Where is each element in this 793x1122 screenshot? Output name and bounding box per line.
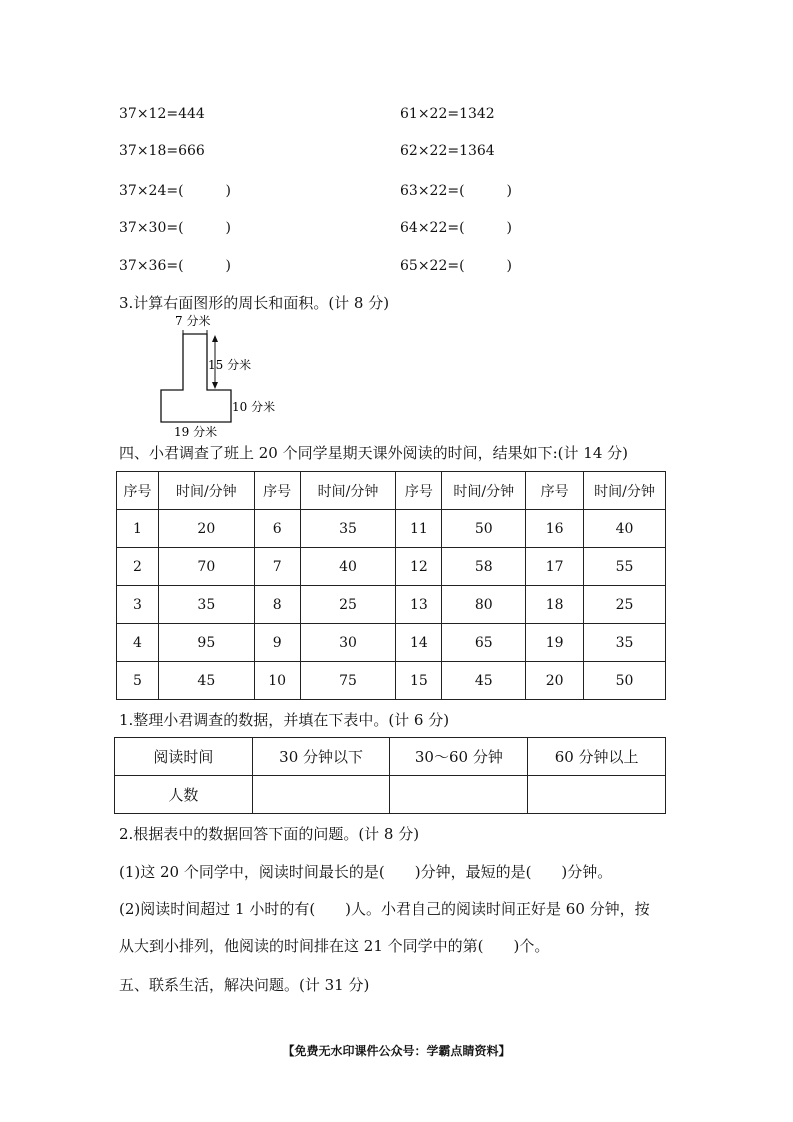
header-cell: 时间/分钟 xyxy=(584,472,666,510)
table-cell: 2 xyxy=(117,548,159,586)
table-cell: 50 xyxy=(442,510,526,548)
table-cell: 20 xyxy=(158,510,254,548)
equation-right-1: 61×22=1342 xyxy=(400,106,495,122)
table-cell: 10 xyxy=(254,662,300,700)
table-cell: 40 xyxy=(584,510,666,548)
equation-right-3: 63×22=( ) xyxy=(400,183,513,199)
table-cell: 3 xyxy=(117,586,159,624)
answer-cell-over-60[interactable] xyxy=(528,776,666,814)
table-cell: 6 xyxy=(254,510,300,548)
table-cell: 45 xyxy=(158,662,254,700)
table-cell: 45 xyxy=(442,662,526,700)
table-cell: 4 xyxy=(117,624,159,662)
section-5-title: 五、联系生活，解决问题。(计 31 分) xyxy=(119,976,370,994)
question-4-2-text: 2.根据表中的数据回答下面的问题。(计 8 分) xyxy=(119,825,420,843)
table-row xyxy=(117,624,666,662)
table-cell: 12 xyxy=(396,548,442,586)
table-cell: 19 xyxy=(526,624,584,662)
header-cell: 序号 xyxy=(254,472,300,510)
table-cell: 95 xyxy=(158,624,254,662)
table-cell: 1 xyxy=(117,510,159,548)
equation-left-5: 37×36=( ) xyxy=(119,258,232,274)
table-cell: 14 xyxy=(396,624,442,662)
table-cell: 30 xyxy=(300,624,396,662)
table-cell: 65 xyxy=(442,624,526,662)
t-shape-outline xyxy=(161,334,231,422)
table-cell: 35 xyxy=(300,510,396,548)
equation-left-1: 37×12=444 xyxy=(119,106,205,122)
header-cell: 60 分钟以上 xyxy=(528,738,666,776)
table-cell: 40 xyxy=(300,548,396,586)
header-cell: 30 分钟以下 xyxy=(252,738,390,776)
table-cell: 15 xyxy=(396,662,442,700)
header-cell: 30～60 分钟 xyxy=(390,738,528,776)
table-cell: 58 xyxy=(442,548,526,586)
table-cell: 5 xyxy=(117,662,159,700)
table-cell: 17 xyxy=(526,548,584,586)
question-4-2-1-text: (1)这 20 个同学中，阅读时间最长的是( )分钟，最短的是( )分钟。 xyxy=(119,863,613,881)
table-cell: 13 xyxy=(396,586,442,624)
table-row xyxy=(117,586,666,624)
table-row xyxy=(117,548,666,586)
table-header-row xyxy=(117,472,666,510)
footer-note: 【免费无水印课件公众号：学霸点睛资料】 xyxy=(282,1044,511,1058)
table-cell: 11 xyxy=(396,510,442,548)
row-label: 人数 xyxy=(115,776,253,814)
header-cell: 阅读时间 xyxy=(115,738,253,776)
table-cell: 35 xyxy=(584,624,666,662)
base-height-label: 10 分米 xyxy=(232,400,276,414)
equation-left-2: 37×18=666 xyxy=(119,143,205,159)
table-cell: 20 xyxy=(526,662,584,700)
stem-height-label: 15 分米 xyxy=(208,358,252,372)
table-cell: 75 xyxy=(300,662,396,700)
table-cell: 70 xyxy=(158,548,254,586)
question-4-2-2-text-line1: (2)阅读时间超过 1 小时的有( )人。小君自己的阅读时间正好是 60 分钟，按 xyxy=(119,900,650,918)
header-cell: 时间/分钟 xyxy=(300,472,396,510)
table-cell: 35 xyxy=(158,586,254,624)
equation-right-4: 64×22=( ) xyxy=(400,220,513,236)
header-cell: 序号 xyxy=(117,472,159,510)
equation-left-3: 37×24=( ) xyxy=(119,183,232,199)
answer-cell-30-60[interactable] xyxy=(390,776,528,814)
top-width-label: 7 分米 xyxy=(175,314,211,328)
table-row xyxy=(117,510,666,548)
reading-summary-table xyxy=(114,737,666,814)
table-cell: 80 xyxy=(442,586,526,624)
header-cell: 序号 xyxy=(526,472,584,510)
table-cell: 50 xyxy=(584,662,666,700)
header-cell: 时间/分钟 xyxy=(442,472,526,510)
section-4-title: 四、小君调查了班上 20 个同学星期天课外阅读的时间，结果如下:(计 14 分) xyxy=(119,444,629,462)
summary-header-row xyxy=(115,738,666,776)
question-3-text: 3.计算右面图形的周长和面积。(计 8 分) xyxy=(119,294,390,312)
answer-cell-under-30[interactable] xyxy=(252,776,390,814)
table-cell: 7 xyxy=(254,548,300,586)
question-4-1-text: 1.整理小君调查的数据，并填在下表中。(计 6 分) xyxy=(119,711,450,729)
table-cell: 18 xyxy=(526,586,584,624)
base-width-label: 19 分米 xyxy=(174,425,218,439)
equation-right-5: 65×22=( ) xyxy=(400,258,513,274)
reading-time-table xyxy=(116,471,666,700)
table-cell: 25 xyxy=(584,586,666,624)
table-cell: 25 xyxy=(300,586,396,624)
question-4-2-2-text-line2: 从大到小排列，他阅读的时间排在这 21 个同学中的第( )个。 xyxy=(119,937,550,955)
equation-right-2: 62×22=1364 xyxy=(400,143,495,159)
table-row xyxy=(117,662,666,700)
table-cell: 9 xyxy=(254,624,300,662)
summary-count-row xyxy=(115,776,666,814)
table-cell: 16 xyxy=(526,510,584,548)
header-cell: 时间/分钟 xyxy=(158,472,254,510)
table-cell: 55 xyxy=(584,548,666,586)
table-cell: 8 xyxy=(254,586,300,624)
equation-left-4: 37×30=( ) xyxy=(119,220,232,236)
header-cell: 序号 xyxy=(396,472,442,510)
t-shape-figure xyxy=(150,312,290,440)
